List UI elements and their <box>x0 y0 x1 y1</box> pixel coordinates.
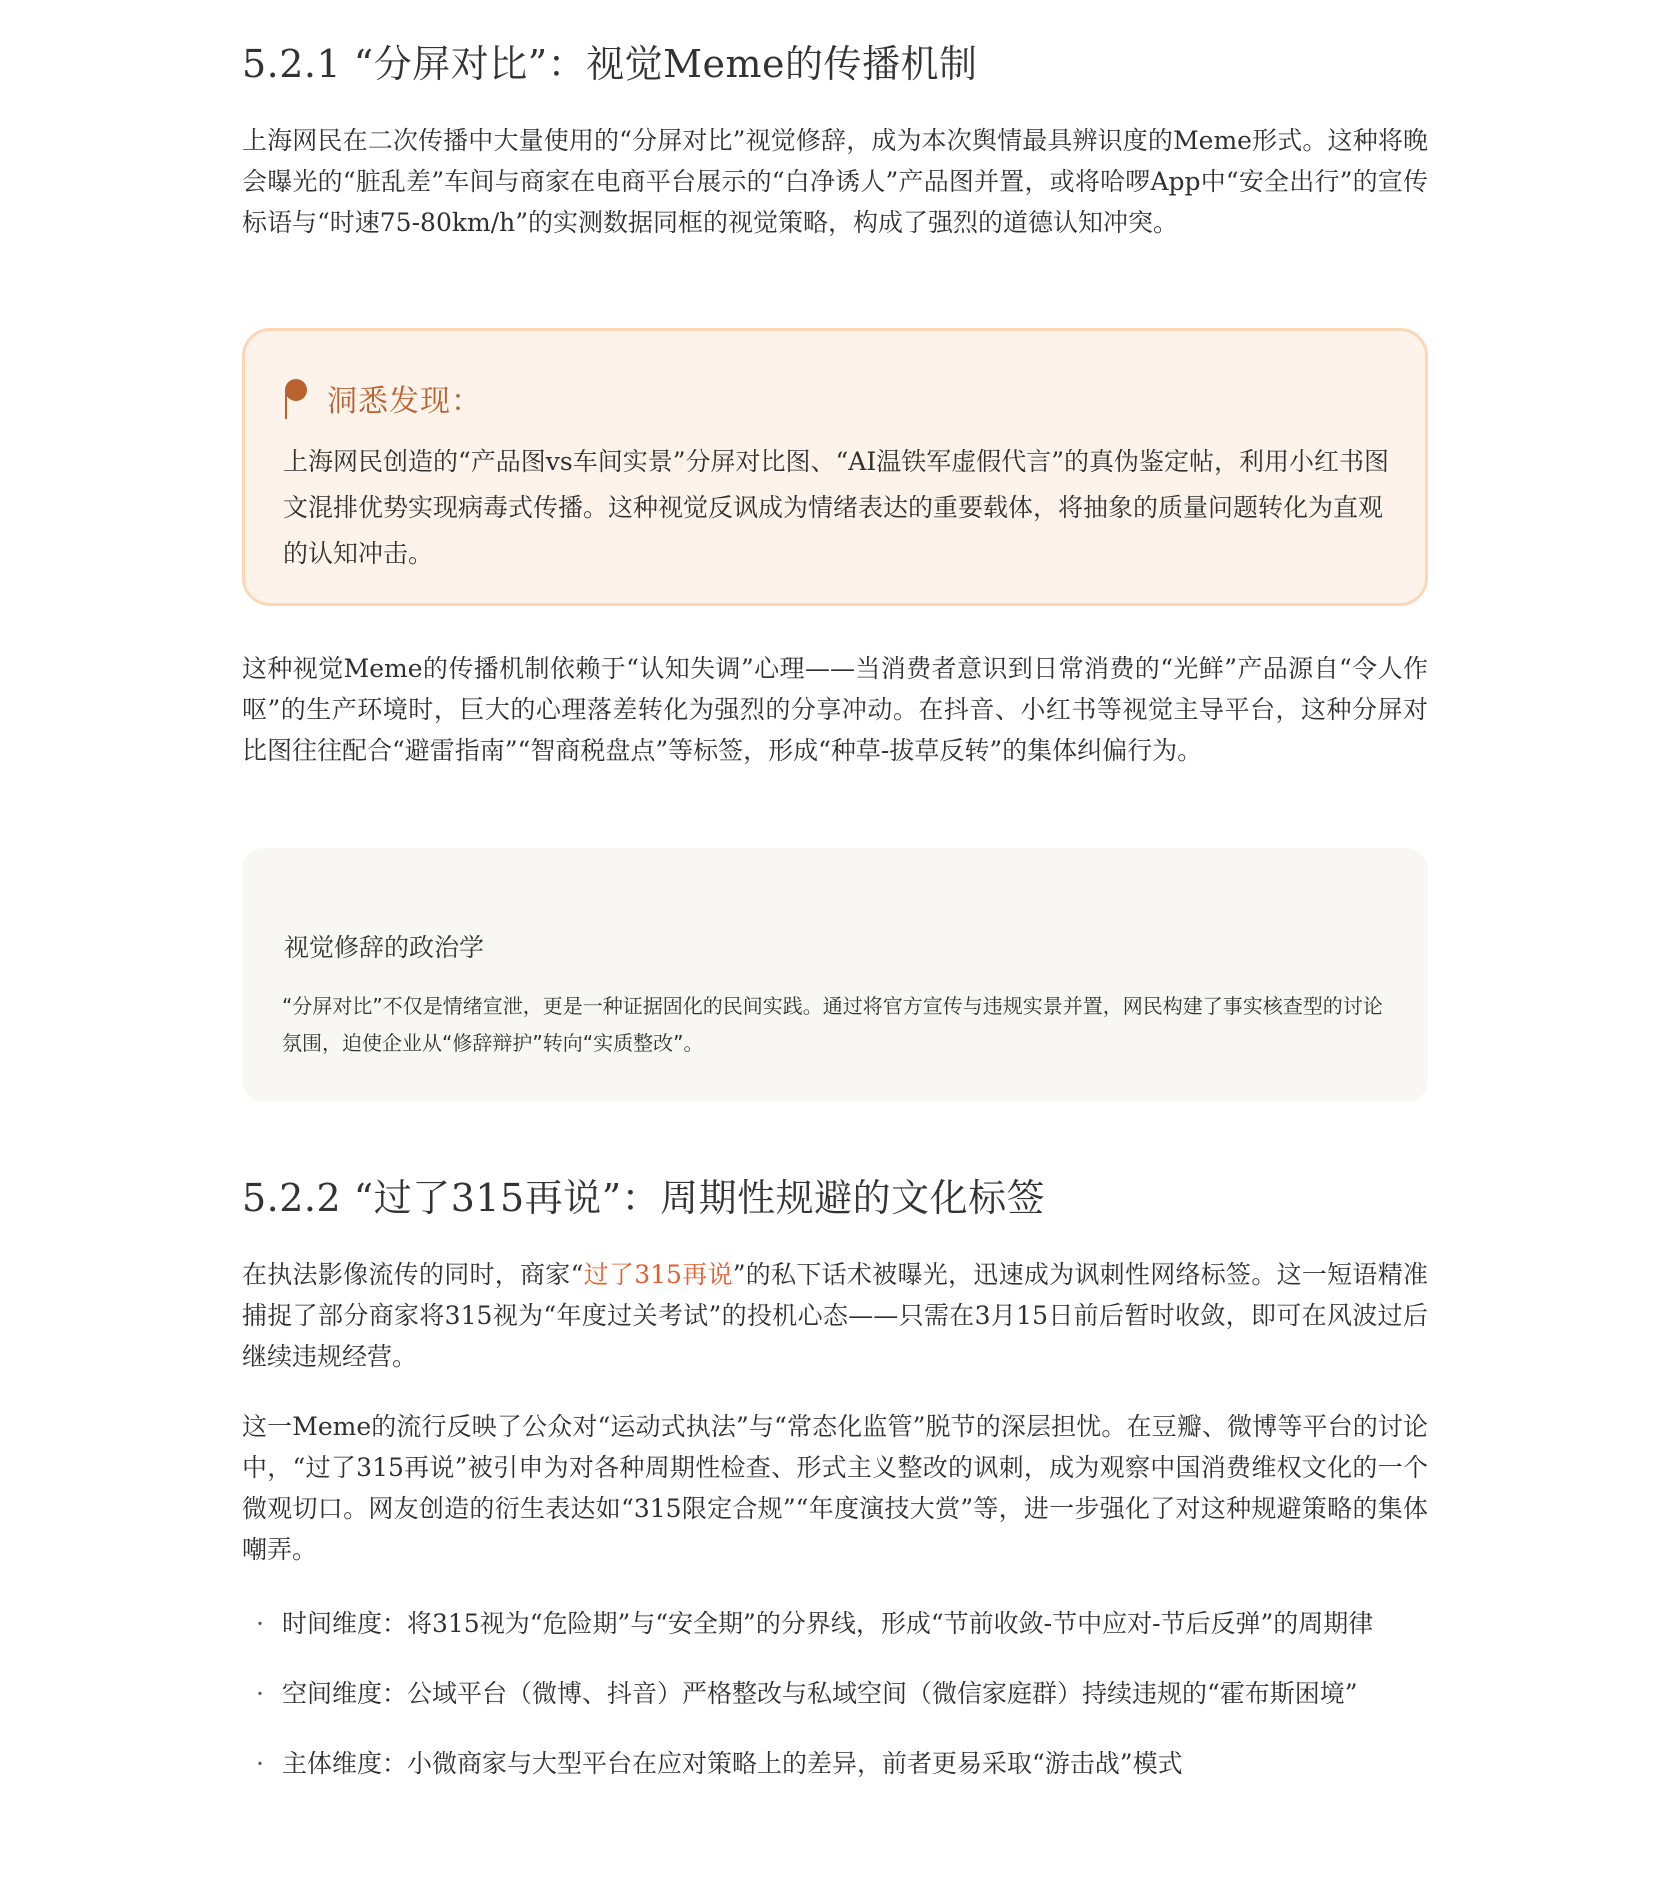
section-heading-5-2-2: 5.2.2 “过了315再说”：周期性规避的文化标签 <box>242 1176 1046 1220</box>
highlighted-phrase: 过了315再说 <box>583 1260 733 1289</box>
list-item-subject-dimension <box>242 1743 1428 1784</box>
bullet-icon: · <box>256 1749 264 1778</box>
paragraph-315-label-intro <box>242 1254 1428 1377</box>
list-item-time-dimension <box>242 1603 1428 1644</box>
insight-callout <box>242 328 1428 606</box>
paragraph-cognitive-dissonance: 这种视觉Meme的传播机制依赖于“认知失调”心理——当消费者意识到日常消费的“光鲜”产品源自“令人作呕”的生产环境时，巨大的心理落差转化为强烈的分享冲动。在抖音、小红书等视觉主导平台，这种分屏对比图往往配合“避雷指南”“智商税盘点”等标签，形成“种草-拔草反转”的集体纠偏行为。 <box>242 654 1428 765</box>
section-heading-5-2-1: 5.2.1 “分屏对比”：视觉Meme的传播机制 <box>242 42 978 86</box>
list-item-space-dimension <box>242 1673 1428 1714</box>
note-text: “分屏对比”不仅是情绪宣泄，更是一种证据固化的民间实践。通过将官方宣传与违规实景并置，网民构建了事实核查型的讨论氛围，迫使企业从“修辞辩护”转向“实质整改”。 <box>282 994 1383 1055</box>
list-item-text: 主体维度：小微商家与大型平台在应对策略上的差异，前者更易采取“游击战”模式 <box>282 1749 1183 1778</box>
insight-header <box>285 365 482 431</box>
note-title: 视觉修辞的政治学 <box>284 933 485 962</box>
dimension-list <box>242 1603 1428 1813</box>
paragraph-meme-popularity: 这一Meme的流行反映了公众对“运动式执法”与“常态化监管”脱节的深层担忧。在豆瓣、微博等平台的讨论中，“过了315再说”被引申为对各种周期性检查、形式主义整改的讽刺，成为观察中国消费维权文化的一个微观切口。网友创造的衍生表达如“315限定合规”“年度演技大赏”等，进一步强化了对这种规避策略的集体嘲弄。 <box>242 1412 1428 1564</box>
text-segment: 在执法影像流传的同时，商家“ <box>242 1260 584 1289</box>
bullet-icon: · <box>256 1609 264 1638</box>
paragraph-split-screen-intro: 上海网民在二次传播中大量使用的“分屏对比”视觉修辞，成为本次舆情最具辨识度的Meme形式。这种将晚会曝光的“脏乱差”车间与商家在电商平台展示的“白净诱人”产品图并置，或将哈啰App中“安全出行”的宣传标语与“时速75-80km/h”的实测数据同框的视觉策略，构成了强烈的道德认知冲突。 <box>242 126 1428 237</box>
note-callout <box>242 848 1428 1102</box>
pin-icon <box>285 379 307 431</box>
bullet-icon: · <box>256 1679 264 1708</box>
insight-label: 洞悉发现： <box>327 384 482 419</box>
list-item-text: 时间维度：将315视为“危险期”与“安全期”的分界线，形成“节前收敛-节中应对-节后反弹”的周期律 <box>282 1609 1374 1638</box>
insight-text: 上海网民创造的“产品图vs车间实景”分屏对比图、“AI温铁军虚假代言”的真伪鉴定帖，利用小红书图文混排优势实现病毒式传播。这种视觉反讽成为情绪表达的重要载体，将抽象的质量问题转化为直观的认知冲击。 <box>283 447 1390 568</box>
list-item-text: 空间维度：公域平台（微博、抖音）严格整改与私域空间（微信家庭群）持续违规的“霍布斯困境” <box>282 1679 1358 1708</box>
text-segment: ”的私下话术被曝光，迅速成为讽刺性网络标签。这一短语精准捕捉了部分商家将315视为“年度过关考试”的投机心态——只需在3月15日前后暂时收敛，即可在风波过后继续违规经营。 <box>242 1260 1428 1371</box>
